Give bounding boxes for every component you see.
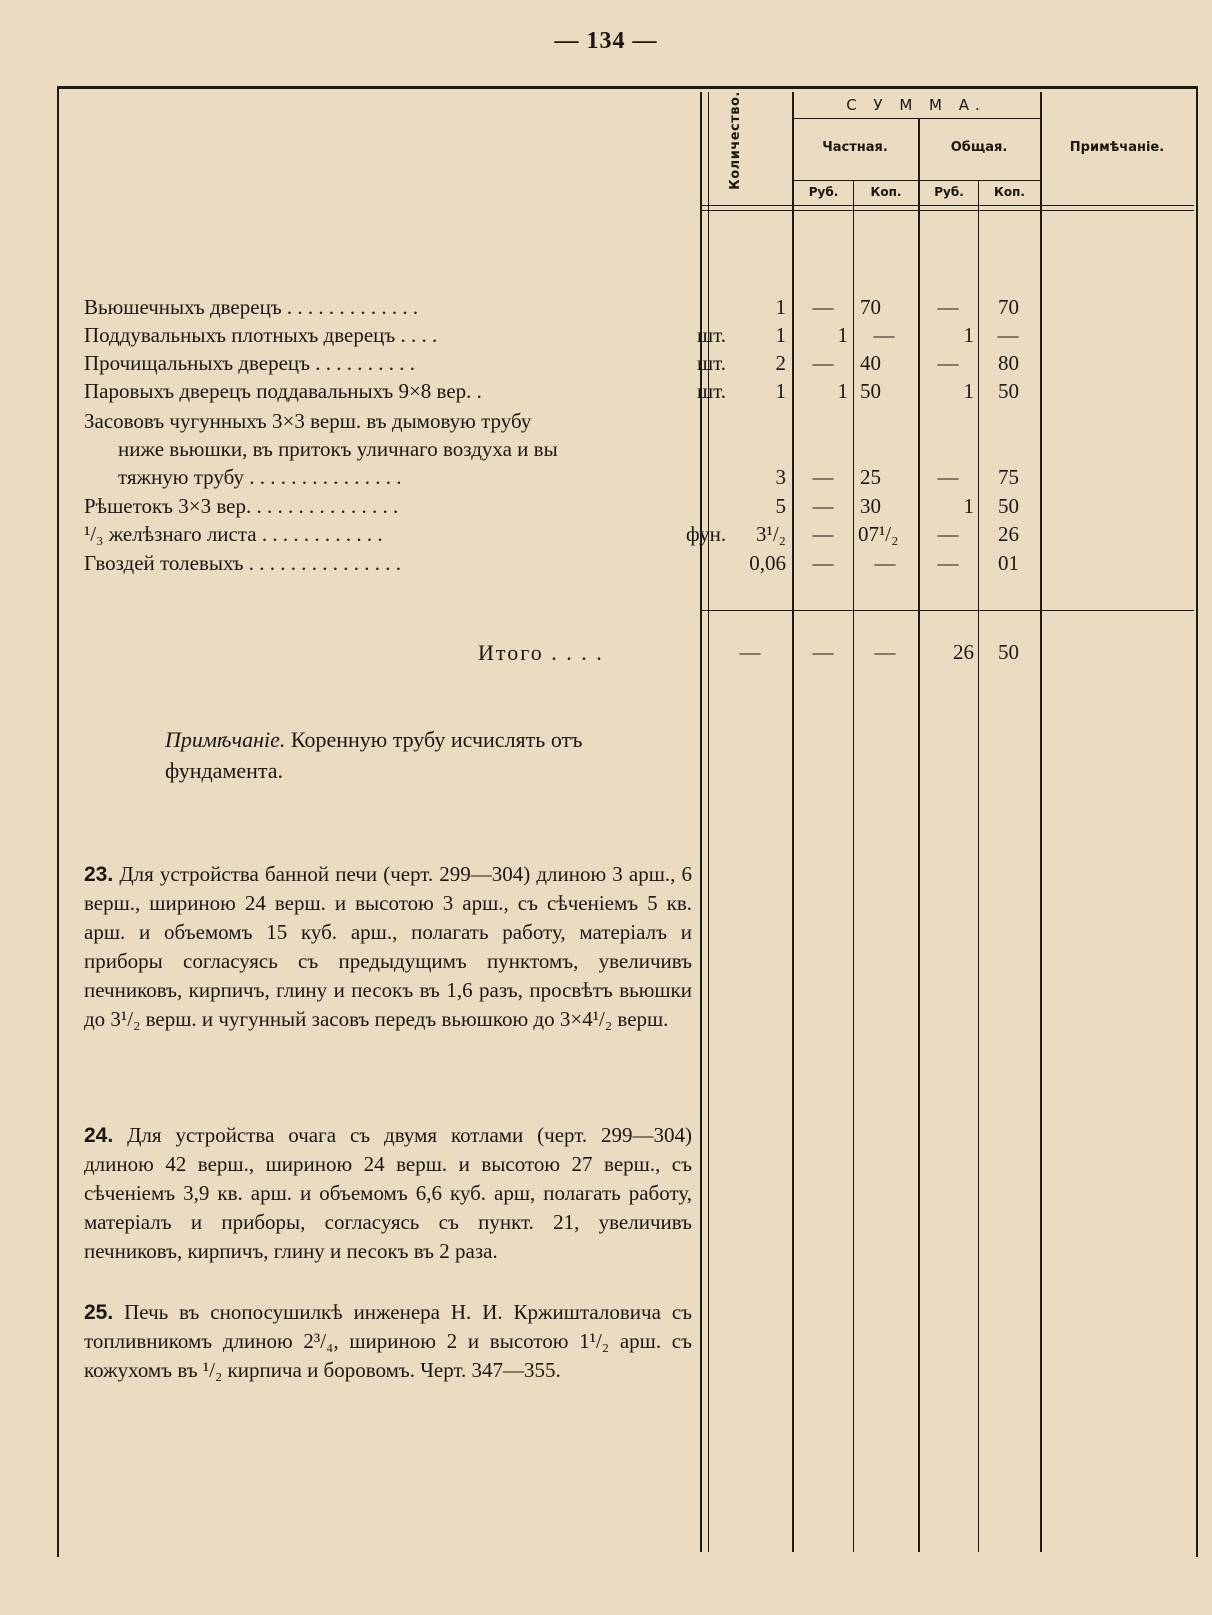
item-name: ¹/₃ желѣзнаго листа . . . . . . . . . . . . (84, 522, 383, 546)
header-rub: Руб. (934, 185, 964, 199)
paragraph-23 (84, 860, 692, 1034)
note-title: Примѣчаніе. (165, 727, 286, 752)
qty-cell: 1 (775, 323, 786, 347)
item-name: Вьюшечныхъ дверецъ . . . . . . . . . . . . . (84, 295, 419, 319)
paragraph-number: 25. (84, 1301, 114, 1324)
total-tkop: 50 (998, 640, 1019, 664)
prub-cell: — (812, 465, 834, 489)
header-note: Примѣчаніе. (1069, 140, 1165, 155)
total-trub: 26 (953, 640, 974, 664)
divider (708, 92, 709, 1552)
header-partial: Частная. (822, 140, 888, 155)
trub-cell: — (937, 351, 959, 375)
trub-cell: — (937, 522, 959, 546)
header-quantity: Количество. (728, 91, 743, 190)
divider (978, 180, 979, 1552)
paragraph-24 (84, 1121, 692, 1266)
pkop-cell: 07¹/₂ (858, 522, 899, 546)
qty-cell: 3 (775, 465, 786, 489)
trub-cell: 1 (963, 494, 974, 518)
item-name: Гвоздей толевыхъ . . . . . . . . . . . . . . . (84, 551, 402, 575)
pkop-cell: 70 (860, 295, 881, 319)
divider (700, 210, 1194, 211)
item-name: Паровыхъ дверецъ поддавальныхъ 9×8 вер. . (84, 379, 482, 403)
pkop-cell: 25 (860, 465, 881, 489)
qty-cell: 0,06 (749, 551, 786, 575)
divider (700, 205, 1194, 206)
page-number: — 134 — (554, 28, 658, 54)
header-kop: Коп. (870, 185, 902, 199)
divider (700, 610, 1194, 611)
divider (792, 118, 1040, 119)
pkop-cell: — (873, 323, 895, 347)
trub-cell: — (937, 465, 959, 489)
header-total: Общая. (950, 140, 1008, 155)
divider (1040, 92, 1042, 1552)
total-pkop: — (874, 640, 896, 664)
paragraph-text: Печь въ снопосушилкѣ инженера Н. И. Кржишталовича съ топливникомъ длиною 2³/₄, шириною 2 и высотою 1¹/₂ арш. съ кожухомъ въ ¹/₂ кирпича и боровомъ. Черт. 347—355. (84, 1300, 693, 1382)
tkop-cell: 26 (998, 522, 1019, 546)
pkop-cell: 30 (860, 494, 881, 518)
item-name: тяжную трубу . . . . . . . . . . . . . . . (118, 465, 402, 489)
note-text: Коренную трубу исчислять отъ фундамента. (165, 727, 583, 783)
pkop-cell: — (874, 551, 896, 575)
prub-cell: 1 (837, 379, 848, 403)
item-name: Засововъ чугунныхъ 3×3 верш. въ дымовую трубу (84, 409, 532, 433)
qty-cell: 1 (775, 295, 786, 319)
total-prub: — (812, 640, 834, 664)
prub-cell: — (812, 522, 834, 546)
tkop-cell: — (997, 323, 1019, 347)
paragraph-text: Для устройства очага съ двумя котлами (черт. 299—304) длиною 42 верш., шириною 24 верш. и высотою 27 верш., съ сѣченіемъ 3,9 кв. арш. и объемомъ 6,6 куб. арш, полагать работу, матеріалъ и приборы, согласуясь съ пункт. 21, увеличивъ печниковъ, кирпичъ, глину и песокъ въ 2 раза. (84, 1123, 693, 1263)
trub-cell: — (937, 551, 959, 575)
qty-cell: 2 (775, 351, 786, 375)
trub-cell: — (937, 295, 959, 319)
item-unit: фун. (686, 522, 727, 546)
note (165, 724, 675, 786)
header-rub: Руб. (808, 185, 839, 199)
pkop-cell: 40 (860, 351, 881, 375)
qty-cell: 3¹/₂ (756, 522, 786, 546)
divider (853, 180, 854, 1552)
prub-cell: — (812, 351, 834, 375)
divider (700, 92, 702, 1552)
item-name: Прочищальныхъ дверецъ . . . . . . . . . . (84, 351, 416, 375)
item-unit: шт. (696, 351, 726, 375)
item-unit: шт. (696, 323, 726, 347)
item-name: Рѣшетокъ 3×3 вер. . . . . . . . . . . . . . . (84, 494, 399, 518)
header-kop: Коп. (994, 185, 1025, 199)
tkop-cell: 75 (998, 465, 1019, 489)
paragraph-number: 24. (84, 1124, 114, 1147)
header-summa: С У М М А. (846, 96, 986, 114)
pkop-cell: 50 (860, 379, 881, 403)
qty-cell: 1 (775, 379, 786, 403)
tkop-cell: 50 (998, 494, 1019, 518)
prub-cell: 1 (837, 323, 848, 347)
tkop-cell: 50 (998, 379, 1019, 403)
qty-cell: 5 (775, 494, 786, 518)
tkop-cell: 01 (998, 551, 1019, 575)
tkop-cell: 80 (998, 351, 1019, 375)
item-name: ниже вьюшки, въ притокъ уличнаго воздуха и вы (118, 437, 558, 461)
item-name: Поддувальныхъ плотныхъ дверецъ . . . . (84, 323, 438, 347)
prub-cell: — (812, 295, 834, 319)
prub-cell: — (812, 551, 834, 575)
item-unit: шт. (696, 379, 726, 403)
trub-cell: 1 (963, 323, 974, 347)
paragraph-number: 23. (84, 863, 114, 886)
paragraph-25 (84, 1298, 692, 1385)
trub-cell: 1 (963, 379, 974, 403)
total-label: Итого . . . . (478, 640, 604, 665)
paragraph-text: Для устройства банной печи (черт. 299—304) длиною 3 арш., 6 верш., шириною 24 верш. и высотою 3 арш., съ сѣченіемъ 5 кв. арш. и объемомъ 15 куб. арш., полагать работу, матеріалъ и приборы согласуясь съ предыдущимъ пунктомъ, увеличивъ печниковъ, кирпичъ, глину и песокъ въ 1,6 разъ, просвѣтъ вьюшки до 3¹/₂ верш. и чугунный засовъ передъ вьюшкою до 3×4¹/₂ верш. (84, 862, 692, 1031)
total-qty: — (739, 640, 761, 664)
divider (792, 180, 1040, 181)
tkop-cell: 70 (998, 295, 1019, 319)
prub-cell: — (812, 494, 834, 518)
